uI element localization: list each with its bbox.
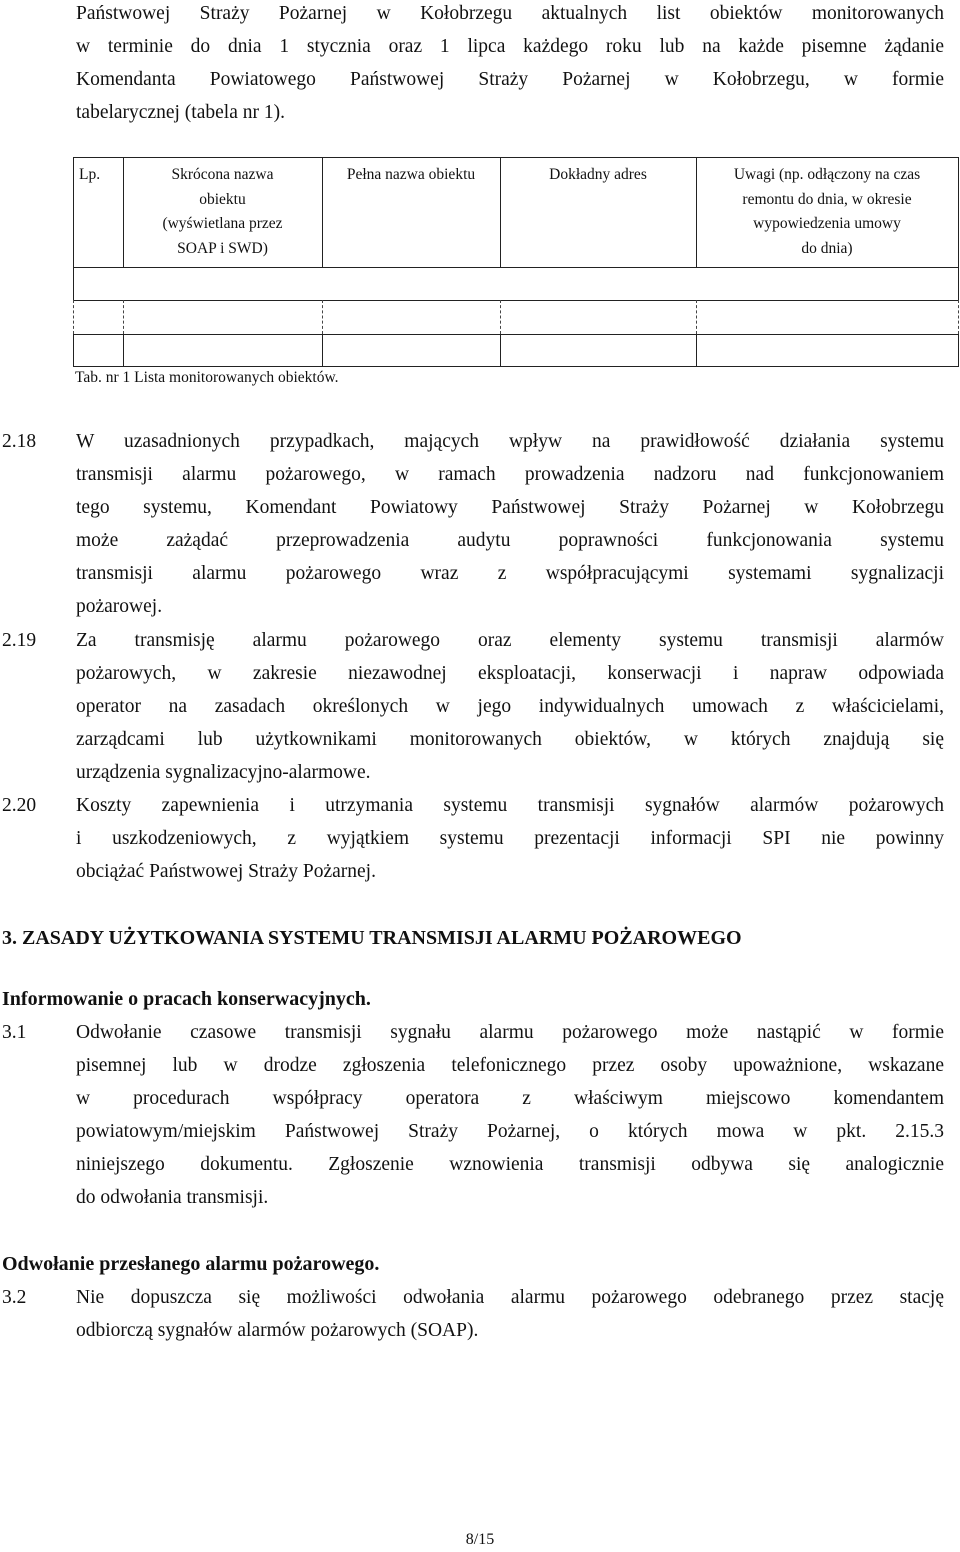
header-line: Uwagi (np. odłączony na czas — [733, 166, 921, 183]
table-divider — [73, 300, 74, 334]
section-line: transmisji alarmu pożarowego wraz z współpracującymi systemami sygnalizacji — [76, 563, 944, 584]
section-line: w procedurach współpracy operatora z właściwym miejscowo komendantem — [76, 1088, 944, 1109]
header-remarks — [696, 157, 958, 261]
section-line: Koszty zapewnienia i utrzymania systemu transmisji sygnałów alarmów pożarowych — [76, 795, 944, 816]
intro-line: tabelarycznej (tabela nr 1). — [76, 102, 285, 123]
section-line: urządzenia sygnalizacyjno-alarmowe. — [76, 762, 371, 783]
header-lp: Lp. — [79, 166, 101, 183]
section-line: obciążać Państwowej Straży Pożarnej. — [76, 861, 376, 882]
table-divider — [958, 334, 959, 366]
subheading-alarm-cancel: Odwołanie przesłanego alarmu pożarowego. — [2, 1253, 380, 1275]
section-number: 2.19 — [2, 630, 37, 651]
section-line: Za transmisję alarmu pożarowego oraz elementy systemu transmisji alarmów — [76, 630, 944, 651]
section-number: 2.20 — [2, 795, 37, 816]
section-line: transmisji alarmu pożarowego, w ramach prowadzenia nadzoru nad funkcjonowaniem — [76, 464, 944, 485]
table-caption: Tab. nr 1 Lista monitorowanych obiektów. — [75, 369, 339, 386]
intro-line: w terminie do dnia 1 stycznia oraz 1 lipca każdego roku lub na każde pisemne żądanie — [76, 36, 944, 57]
section-line: pisemnej lub w drodze zgłoszenia telefonicznego przez osoby upoważnione, wskazane — [76, 1055, 944, 1076]
section-line: odbiorczą sygnałów alarmów pożarowych (SOAP). — [76, 1320, 479, 1341]
section-line: Odwołanie czasowe transmisji sygnału alarmu pożarowego może nastąpić w formie — [76, 1022, 944, 1043]
header-line: (wyświetlana przez — [162, 215, 283, 232]
table-divider — [322, 300, 323, 334]
page-number: 8/15 — [465, 1531, 495, 1548]
table-divider — [123, 300, 124, 334]
table-divider — [696, 300, 697, 334]
header-address: Dokładny adres — [549, 166, 647, 183]
section-line: pożarowych, w zakresie niezawodnej eksploatacji, konserwacji i napraw odpowiada — [76, 663, 944, 684]
section-number: 3.2 — [2, 1287, 27, 1308]
table-divider — [123, 334, 124, 366]
header-short-name — [123, 157, 322, 261]
table-divider — [500, 334, 501, 366]
section-line: W uzasadnionych przypadkach, mających wpływ na prawidłowość działania systemu — [76, 431, 944, 452]
section-line: i uszkodzeniowych, z wyjątkiem systemu prezentacji informacji SPI nie powinny — [76, 828, 944, 849]
section-line: może zażądać przeprowadzenia audytu poprawności funkcjonowania systemu — [76, 530, 944, 551]
intro-line: Państwowej Straży Pożarnej w Kołobrzegu aktualnych list obiektów monitorowanych — [76, 3, 944, 24]
chapter-heading: 3. ZASADY UŻYTKOWANIA SYSTEMU TRANSMISJI ALARMU POŻAROWEGO — [2, 927, 742, 949]
table-divider — [73, 267, 74, 300]
header-line: remontu do dnia, w okresie — [742, 190, 912, 208]
table-divider — [500, 300, 501, 334]
table-border — [73, 267, 959, 268]
header-line: wypowiedzenia umowy — [753, 215, 901, 232]
header-line: Skrócona nazwa — [171, 166, 274, 183]
table-divider — [322, 334, 323, 366]
section-line: operator na zasadach określonych w jego indywidualnych umowach z właścicielami, — [76, 696, 944, 717]
section-line: Nie dopuszcza się możliwości odwołania alarmu pożarowego odebranego przez stację — [76, 1287, 944, 1308]
table-border — [73, 334, 959, 335]
table-divider — [696, 334, 697, 366]
section-line: tego systemu, Komendant Powiatowy Państwowej Straży Pożarnej w Kołobrzegu — [76, 497, 944, 518]
section-line: zarządcami lub użytkownikami monitorowanych obiektów, w których znajdują się — [76, 729, 944, 750]
section-line: powiatowym/miejskim Państwowej Straży Pożarnej, o których mowa w pkt. 2.15.3 — [76, 1121, 944, 1142]
table-divider — [958, 300, 959, 334]
header-line: do dnia) — [801, 239, 853, 257]
section-line: niniejszego dokumentu. Zgłoszenie wznowienia transmisji odbywa się analogicznie — [76, 1154, 944, 1175]
section-number: 3.1 — [2, 1022, 27, 1043]
subheading-maintenance: Informowanie o pracach konserwacyjnych. — [2, 988, 371, 1010]
header-line: obiektu — [199, 190, 246, 208]
section-line: do odwołania transmisji. — [76, 1187, 269, 1208]
table-divider — [958, 267, 959, 300]
table-divider — [73, 334, 74, 366]
section-line: pożarowej. — [76, 596, 163, 617]
intro-line: Komendanta Powiatowego Państwowej Straży Pożarnej w Kołobrzegu, w formie — [76, 69, 944, 90]
table-border — [73, 300, 959, 301]
header-line: SOAP i SWD) — [177, 239, 268, 257]
header-full-name: Pełna nazwa obiektu — [346, 166, 476, 183]
section-number: 2.18 — [2, 431, 37, 452]
table-divider — [958, 157, 959, 267]
